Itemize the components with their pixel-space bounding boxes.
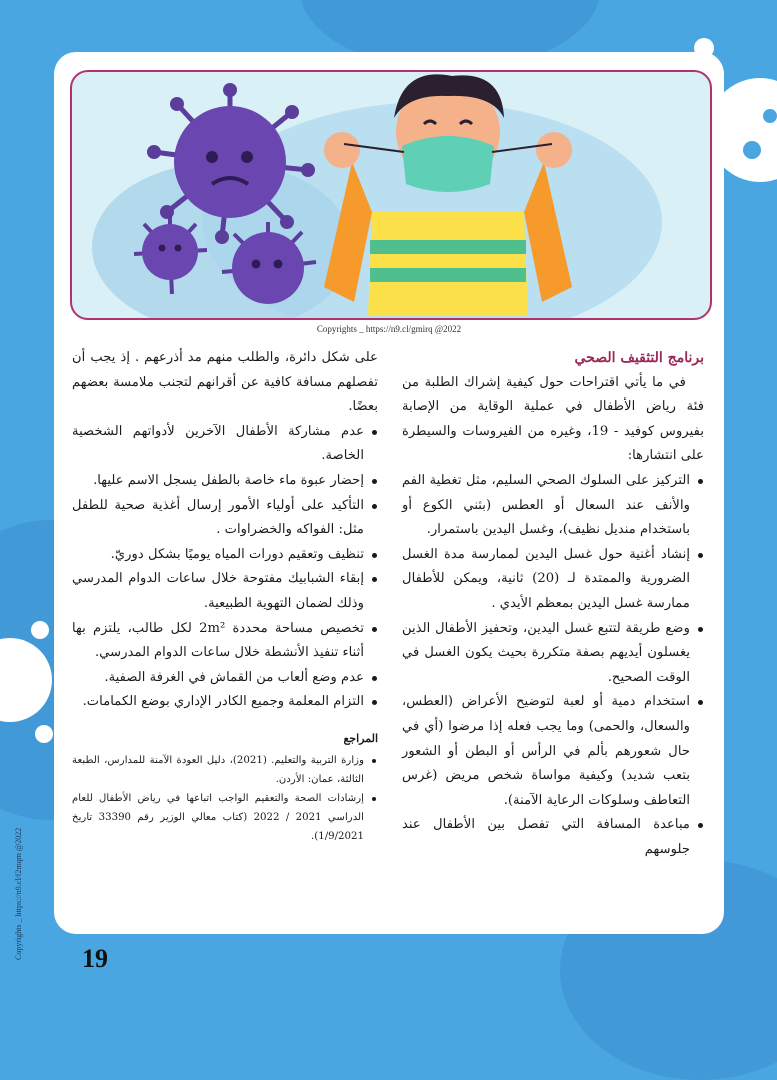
list-item: تنظيف وتعقيم دورات المياه يوميًا بشكل دوريّ. — [72, 543, 364, 568]
list-item: تخصيص مساحة محددة 2m² لكل طالب، يلتزم بها أثناء تنفيذ الأنشطة خلال ساعات الدوام المدرسي. — [72, 617, 364, 666]
virus-decoration-icon — [0, 610, 60, 750]
list-item: عدم وضع ألعاب من القماش في الغرفة الصفية. — [72, 666, 364, 691]
list-item: التركيز على السلوك الصحي السليم، مثل تغطية الفم والأنف عند السعال أو العطس (بثني الكوع أو باستخدام منديل نظيف)، وغسل اليدين باستمرار. — [402, 469, 690, 543]
list-item: التزام المعلمة وجميع الكادر الإداري بوضع الكمامات. — [72, 690, 364, 715]
list-item: إبقاء الشبابيك مفتوحة خلال ساعات الدوام المدرسي وذلك لضمان التهوية الطبيعية. — [72, 567, 364, 616]
references — [72, 729, 378, 846]
reference-item: وزارة التربية والتعليم. (2021)، دليل العودة الآمنة للمدارس، الطبعة الثالثة، عمان: الأردن. — [72, 751, 364, 789]
side-credit: Copyrights _ https://n9.cl/f2mqm @2022 — [14, 827, 23, 960]
continuation-paragraph: على شكل دائرة، والطلب منهم مد أذرعهم . إذ يجب أن تفصلهم مسافة كافية عن أقرانهم لتجنب ملامسة بعضهم بعضًا. — [72, 350, 378, 415]
section-heading: برنامج التثقيف الصحي — [574, 350, 704, 366]
references-title: المراجع — [343, 731, 378, 745]
right-column — [402, 346, 704, 862]
child-wearing-mask-with-virus-icon — [72, 72, 710, 318]
list-item: مباعدة المسافة التي تفصل بين الأطفال عند جلوسهم — [402, 813, 690, 862]
reference-item: إرشادات الصحة والتعقيم الواجب اتباعها في رياض الأطفال للعام الدراسي 2021 / 2022 (كتاب معالي الوزير رقم 33390 تاريخ 1/9/2021). — [72, 789, 364, 846]
page-number: 19 — [82, 944, 108, 973]
list-item: وضع طريقة لتتبع غسل اليدين، وتحفيز الأطفال الذين يغسلون أيديهم بصفة متكررة بحيث يكون الغسل في الوقت الصحيح. — [402, 617, 690, 691]
bullet-list — [402, 469, 704, 863]
content-card — [54, 52, 724, 934]
intro-paragraph: في ما يأتي اقتراحات حول كيفية إشراك الطلبة من فئة رياض الأطفال في عملية الوقاية من الإصابة بفيروس كوفيد - 19، وغيره من الفيروسات والسيطرة على انتشارها: — [402, 374, 704, 464]
list-item: إنشاد أغنية حول غسل اليدين لممارسة مدة الغسل الضرورية والممتدة لـ (20) ثانية، ويمكن للأطفال ممارسة غسل اليدين بمعظم الأيدي . — [402, 543, 690, 617]
list-item: التأكيد على أولياء الأمور إرسال أغذية صحية للطفل مثل: الفواكه والخضراوات . — [72, 494, 364, 543]
bullet-list — [72, 420, 378, 715]
list-item: عدم مشاركة الأطفال الآخرين لأدواتهم الشخصية الخاصة. — [72, 420, 364, 469]
hero-illustration — [70, 70, 712, 320]
list-item: استخدام دمية أو لعبة لتوضيح الأعراض (العطس، والسعال، والحمى) وما يجب فعله إذا مرضوا (أي في حال شعورهم بألم في الرأس أو البطن أو الشعور بتعب شديد) وكيفية مواساة شخص مريض (غرس التعاطف وسلوكات الرعاية الآمنة). — [402, 690, 690, 813]
list-item: إحضار عبوة ماء خاصة بالطفل يسجل الاسم عليها. — [72, 469, 364, 494]
image-credit: Copyrights _ https://n9.cl/gmirq @2022 — [316, 324, 462, 334]
references-list — [72, 751, 378, 846]
left-column — [72, 346, 378, 846]
